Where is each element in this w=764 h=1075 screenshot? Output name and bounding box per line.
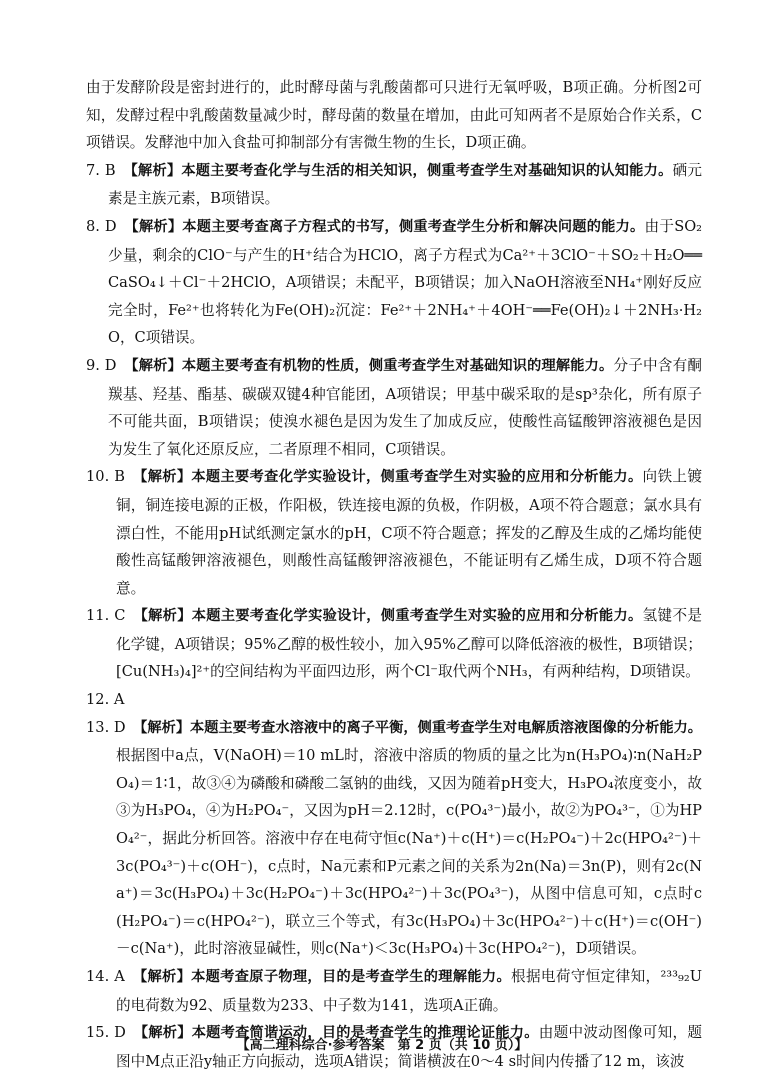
- answer-8: [86, 213, 702, 352]
- answer-number: 12. A: [86, 691, 125, 709]
- paragraph-6-continued: [86, 74, 702, 157]
- paragraph-text: 由于发酵阶段是密封进行的，此时酵母菌与乳酸菌都可只进行无氧呼吸，B项正确。分析图2可知，发酵过程中乳酸菌数量减少时，酵母菌的数量在增加，由此可知两者不是原始合作关系，C项错误。发酵池中加入食盐可抑制部分有害微生物的生长，D项正确。: [86, 79, 702, 152]
- answer-12: [86, 686, 702, 714]
- answer-11: [86, 602, 702, 686]
- analysis-heading: 【解析】本题主要考查化学实验设计，侧重考查学生对实验的应用和分析能力。: [140, 608, 643, 625]
- answer-9: [86, 352, 702, 463]
- analysis-heading: 【解析】本题主要考查水溶液中的离子平衡，侧重考查学生对电解质溶液图像的分析能力。: [140, 719, 702, 736]
- analysis-text: 由题中波动图像可知，题图中M点正沿y轴正方向振动，选项A错误；简谐横波在0～4 s时间内传播了12 m，该波: [116, 1024, 702, 1070]
- analysis-heading: 【解析】本题主要考查化学实验设计，侧重考查学生对实验的应用和分析能力。: [140, 469, 643, 486]
- answer-number: 15. D: [86, 1024, 126, 1042]
- analysis-heading: 【解析】本题考查简谐运动，目的是考查学生的推理论证能力。: [140, 1025, 539, 1042]
- answer-page: [86, 74, 702, 1075]
- answer-number: 9. D: [86, 356, 117, 374]
- answer-number: 8. D: [86, 217, 117, 235]
- analysis-text: 硒元素是主族元素，B项错误。: [108, 161, 702, 208]
- analysis-text: 氢键不是化学键，A项错误；95%乙醇的极性较小，加入95%乙醇可以降低溶液的极性，B项错误；[Cu(NH₃)₄]²⁺的空间结构为平面四边形，两个Cl⁻取代两个NH₃，有两种结构，D项错误。: [116, 607, 702, 681]
- analysis-heading: 【解析】本题主要考查有机物的性质，侧重考查学生对基础知识的理解能力。: [131, 357, 614, 374]
- analysis-heading: 【解析】本题主要考查离子方程式的书写，侧重考查学生分析和解决问题的能力。: [131, 218, 645, 235]
- page-footer: 【高二理科综合·参考答案 第 2 页（共 10 页）】: [236, 1038, 528, 1053]
- answer-10: [86, 463, 702, 602]
- answer-14: [86, 963, 702, 1019]
- answer-number: 13. D: [86, 718, 126, 736]
- answer-7: [86, 157, 702, 213]
- analysis-text: 根据图中a点，V(NaOH)＝10 mL时，溶液中溶质的物质的量之比为n(H₃PO₄)∶n(NaH₂PO₄)＝1∶1，故③④为磷酸和磷酸二氢钠的曲线，又因为随着pH变大，H₃PO₄浓度变小，故③为H₃PO₄，④为H₂PO₄⁻，又因为pH＝2.12时，c(PO₄³⁻)最小，故②为PO₄³⁻，①为HPO₄²⁻，据此分析回答。溶液中存在电荷守恒c(Na⁺)＋c(H⁺)＝c(H₂PO₄⁻)＋2c(HPO₄²⁻)＋3c(PO₄³⁻)＋c(OH⁻)，c点时，Na元素和P元素之间的关系为2n(Na)＝3n(P)，则有2c(Na⁺)＝3c(H₃PO₄)＋3c(H₂PO₄⁻)＋3c(HPO₄²⁻)＋3c(PO₄³⁻)，从图中信息可知，c点时c(H₂PO₄⁻)＝c(HPO₄²⁻)，联立三个等式，有3c(H₃PO₄)＋3c(HPO₄²⁻)＋c(H⁺)＝c(OH⁻)－c(Na⁺)，此时溶液显碱性，则c(Na⁺)＜3c(H₃PO₄)＋3c(HPO₄²⁻)，D项错误。: [116, 747, 702, 958]
- answer-number: 11. C: [86, 607, 126, 625]
- answer-number: 14. A: [86, 968, 125, 985]
- analysis-heading: 【解析】本题考查原子物理，目的是考查学生的理解能力。: [140, 969, 511, 985]
- analysis-text: 分子中含有酮羰基、羟基、酯基、碳碳双键4种官能团，A项错误；甲基中碳采取的是sp³杂化，所有原子不可能共面，B项错误；使溴水褪色是因为发生了加成反应，使酸性高锰酸钾溶液褪色是因为发生了氧化还原反应，二者原理不相同，C项错误。: [108, 356, 702, 458]
- analysis-text: 向铁上镀铜，铜连接电源的正极，作阳极，铁连接电源的负极，作阴极，A项不符合题意；氯水具有漂白性，不能用pH试纸测定氯水的pH，C项不符合题意；挥发的乙醇及生成的乙烯均能使酸性高锰酸钾溶液褪色，则酸性高锰酸钾溶液褪色，不能证明有乙烯生成，D项不符合题意。: [116, 468, 702, 597]
- analysis-text: 根据电荷守恒定律知，²³³₉₂U的电荷数为92、质量数为233、中子数为141，选项A正确。: [116, 968, 703, 1014]
- answer-13: [86, 714, 702, 963]
- answer-number: 7. B: [86, 161, 116, 179]
- analysis-heading: 【解析】本题主要考查化学与生活的相关知识，侧重考查学生对基础知识的认知能力。: [130, 162, 673, 179]
- analysis-text: 由于SO₂少量，剩余的ClO⁻与产生的H⁺结合为HClO，离子方程式为Ca²⁺＋3ClO⁻＋SO₂＋H₂O══CaSO₄↓＋Cl⁻＋2HClO，A项错误；未配平，B项错误；加入NaOH溶液至NH₄⁺刚好反应完全时，Fe²⁺也将转化为Fe(OH)₂沉淀：Fe²⁺＋2NH₄⁺＋4OH⁻══Fe(OH)₂↓＋2NH₃·H₂O，C项错误。: [108, 217, 703, 347]
- answer-number: 10. B: [86, 468, 125, 486]
